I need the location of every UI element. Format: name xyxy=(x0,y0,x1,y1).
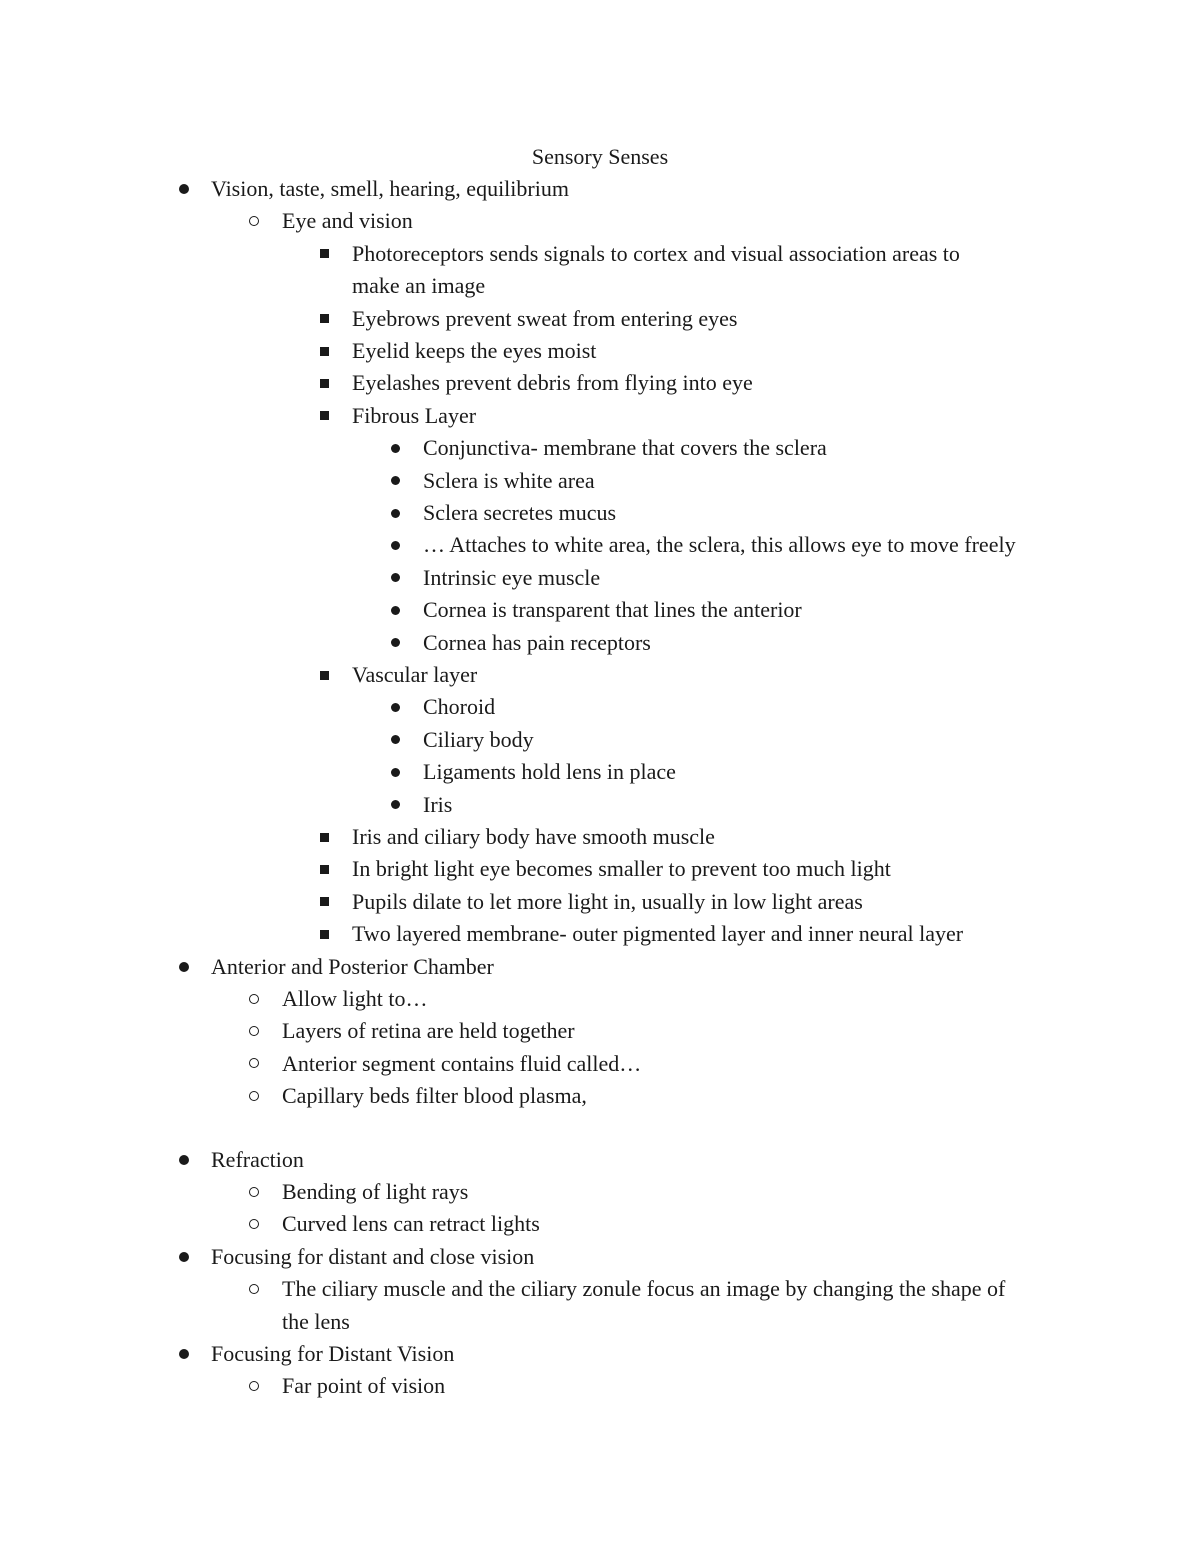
bullet-level-3-icon xyxy=(320,865,329,874)
list-item-text: Two layered membrane- outer pigmented layer and inner neural layer xyxy=(352,921,964,947)
list-item-text: The ciliary muscle and the ciliary zonule focus an image by changing the shape of xyxy=(282,1276,1006,1302)
bullet-level-4-icon xyxy=(391,444,400,453)
page-title: Sensory Senses xyxy=(531,144,669,169)
list-item-text: Fibrous Layer xyxy=(352,402,477,428)
list-item-text: Focusing for Distant Vision xyxy=(211,1341,455,1366)
list-item-text: Cornea has pain receptors xyxy=(423,629,651,655)
list-item-text: Cornea is transparent that lines the anterior xyxy=(423,597,802,623)
list-item-text: Capillary beds filter blood plasma, xyxy=(282,1083,587,1109)
bullet-level-1-icon xyxy=(179,1349,189,1359)
list-item-text: Choroid xyxy=(423,694,496,720)
bullet-level-4-icon xyxy=(391,768,400,777)
bullet-level-3-icon xyxy=(320,671,329,680)
bullet-level-2-icon xyxy=(249,216,259,226)
list-item-text: the lens xyxy=(282,1308,350,1334)
list-item-text: Pupils dilate to let more light in, usually in low light areas xyxy=(352,888,863,914)
bullet-level-3-icon xyxy=(320,897,329,906)
list-item-text: Eyebrows prevent sweat from entering eyes xyxy=(352,305,738,331)
bullet-level-4-icon xyxy=(391,606,400,615)
bullet-level-2-icon xyxy=(249,1219,259,1229)
list-item-text: Eye and vision xyxy=(282,208,413,234)
list-item-text: In bright light eye becomes smaller to prevent too much light xyxy=(352,856,891,882)
list-item-text: Photoreceptors sends signals to cortex and visual association areas to xyxy=(352,240,960,266)
bullet-level-3-icon xyxy=(320,347,329,356)
list-item-text: Allow light to… xyxy=(282,986,428,1011)
list-item-text: Iris and ciliary body have smooth muscle xyxy=(352,824,715,849)
list-item-text: … Attaches to white area, the sclera, this allows eye to move freely xyxy=(423,532,1016,558)
list-item-text: Eyelid keeps the eyes moist xyxy=(352,338,597,363)
bullet-level-4-icon xyxy=(391,509,400,518)
bullet-level-2-icon xyxy=(249,1187,259,1197)
list-item-text: Bending of light rays xyxy=(282,1179,469,1204)
bullet-level-3-icon xyxy=(320,314,329,323)
list-item-text: Ligaments hold lens in place xyxy=(423,759,676,785)
list-item-text: Anterior segment contains fluid called… xyxy=(282,1050,642,1076)
bullet-level-1-icon xyxy=(179,962,189,972)
bullet-level-1-icon xyxy=(179,1252,189,1262)
list-item-text: Vision, taste, smell, hearing, equilibrium xyxy=(211,176,569,201)
bullet-level-2-icon xyxy=(249,1026,259,1036)
bullet-level-3-icon xyxy=(320,249,329,258)
bullet-level-1-icon xyxy=(179,184,189,194)
bullet-level-4-icon xyxy=(391,800,400,809)
list-item-text: Vascular layer xyxy=(352,662,478,687)
bullet-level-4-icon xyxy=(391,703,400,712)
list-item-text: Sclera secretes mucus xyxy=(423,500,617,525)
bullet-level-3-icon xyxy=(320,379,329,388)
list-item-text: Focusing for distant and close vision xyxy=(211,1243,535,1269)
list-item-text: Intrinsic eye muscle xyxy=(423,564,601,590)
list-item-text: Iris xyxy=(423,791,453,817)
bullet-level-2-icon xyxy=(249,1381,259,1391)
bullet-level-1-icon xyxy=(179,1155,189,1165)
bullet-level-4-icon xyxy=(391,638,400,647)
list-item-text: Refraction xyxy=(211,1146,304,1172)
bullet-level-3-icon xyxy=(320,833,329,842)
bullet-level-4-icon xyxy=(391,476,400,485)
bullet-level-3-icon xyxy=(320,930,329,939)
list-item-text: Sclera is white area xyxy=(423,467,595,493)
bullet-level-4-icon xyxy=(391,573,400,582)
bullet-level-2-icon xyxy=(249,994,259,1004)
list-item-text: Conjunctiva- membrane that covers the sclera xyxy=(423,435,827,461)
list-item-text: Far point of vision xyxy=(282,1373,446,1399)
bullet-level-3-icon xyxy=(320,411,329,420)
list-item-text: Layers of retina are held together xyxy=(282,1018,575,1044)
bullet-level-2-icon xyxy=(249,1091,259,1101)
bullet-level-2-icon xyxy=(249,1284,259,1294)
bullet-level-2-icon xyxy=(249,1058,259,1068)
bullet-level-4-icon xyxy=(391,541,400,550)
list-item-text: make an image xyxy=(352,273,486,299)
list-item-text: Anterior and Posterior Chamber xyxy=(211,953,494,979)
list-item-text: Ciliary body xyxy=(423,726,534,752)
list-item-text: Eyelashes prevent debris from flying into eye xyxy=(352,370,753,396)
bullet-level-4-icon xyxy=(391,735,400,744)
list-item-text: Curved lens can retract lights xyxy=(282,1211,540,1237)
